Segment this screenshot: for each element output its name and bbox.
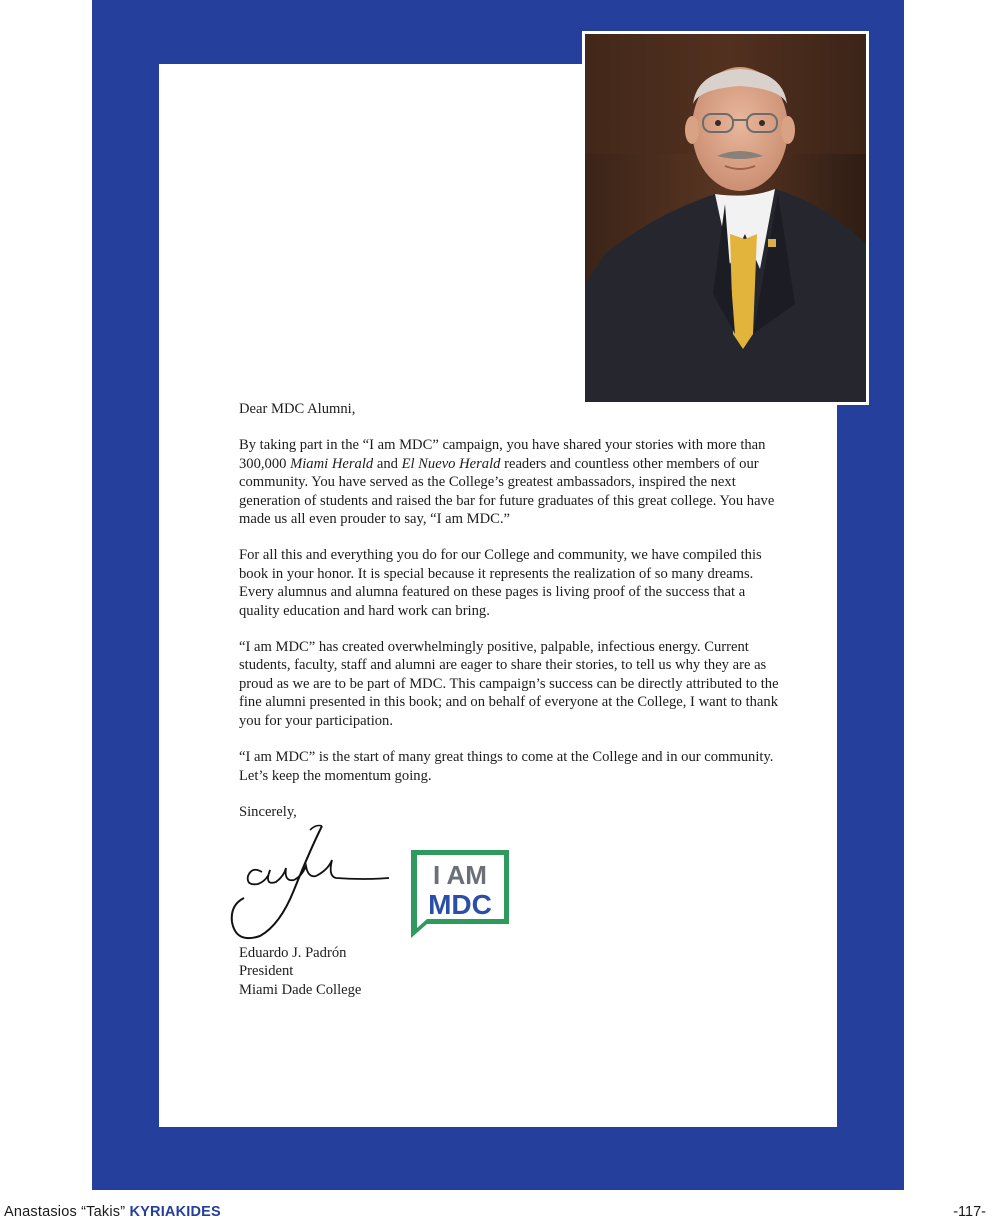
salutation: Dear MDC Alumni, [239,401,356,417]
letter-body [239,400,779,839]
signer-organization: Miami Dade College [239,981,362,998]
footer-surname: KYRIAKIDES [129,1204,221,1220]
logo-line-1: I AM [433,860,487,890]
signer-name: Eduardo J. Padrón [239,945,347,961]
paragraph-1-text-e: readers and countless other members of our community. You have served as the College’s greatest ambassadors, inspired the next generation of students and raised the bar for future graduates of this great college. You have made us all even prouder to say, “I am MDC.” [239,455,775,528]
paragraph-1-text-a: By taking part in the “I am MDC” campaign, you have shared your stories with more than 300,000 [239,437,766,472]
miami-herald-title: Miami Herald [290,455,374,472]
logo-line-2: MDC [428,889,492,920]
paragraph-1-text-c: and [373,455,402,472]
page-number: -117- [953,1204,986,1220]
portrait-photo [582,31,869,405]
signer-title: President [239,963,294,980]
footer-first-name: Anastasios “Takis” [4,1204,126,1220]
footer-author [4,1204,221,1220]
paragraph-3: “I am MDC” has created overwhelmingly positive, palpable, infectious energy. Current students, faculty, staff and alumni are eager to share their stories, to tell us why they are as proud as we are to be part of MDC. This campaign’s success can be directly attributed to the fine alumni presented in this book; and on behalf of everyone at the College, I want to thank you for your participation. [239,639,779,729]
paragraph-2: For all this and everything you do for our College and community, we have compiled this book in your honor. It is special because it represents the realization of so many dreams. Every alumnus and alumna featured on these pages is living proof of the success that a quality education and hard work can bring. [239,547,762,619]
closing: Sincerely, [239,803,297,820]
i-am-mdc-logo [405,846,517,942]
el-nuevo-herald-title: El Nuevo Herald [401,455,501,472]
paragraph-1 [239,436,779,528]
signer-block [239,944,361,999]
paragraph-4: “I am MDC” is the start of many great things to come at the College and in our community. Let’s keep the momentum going. [239,749,774,784]
